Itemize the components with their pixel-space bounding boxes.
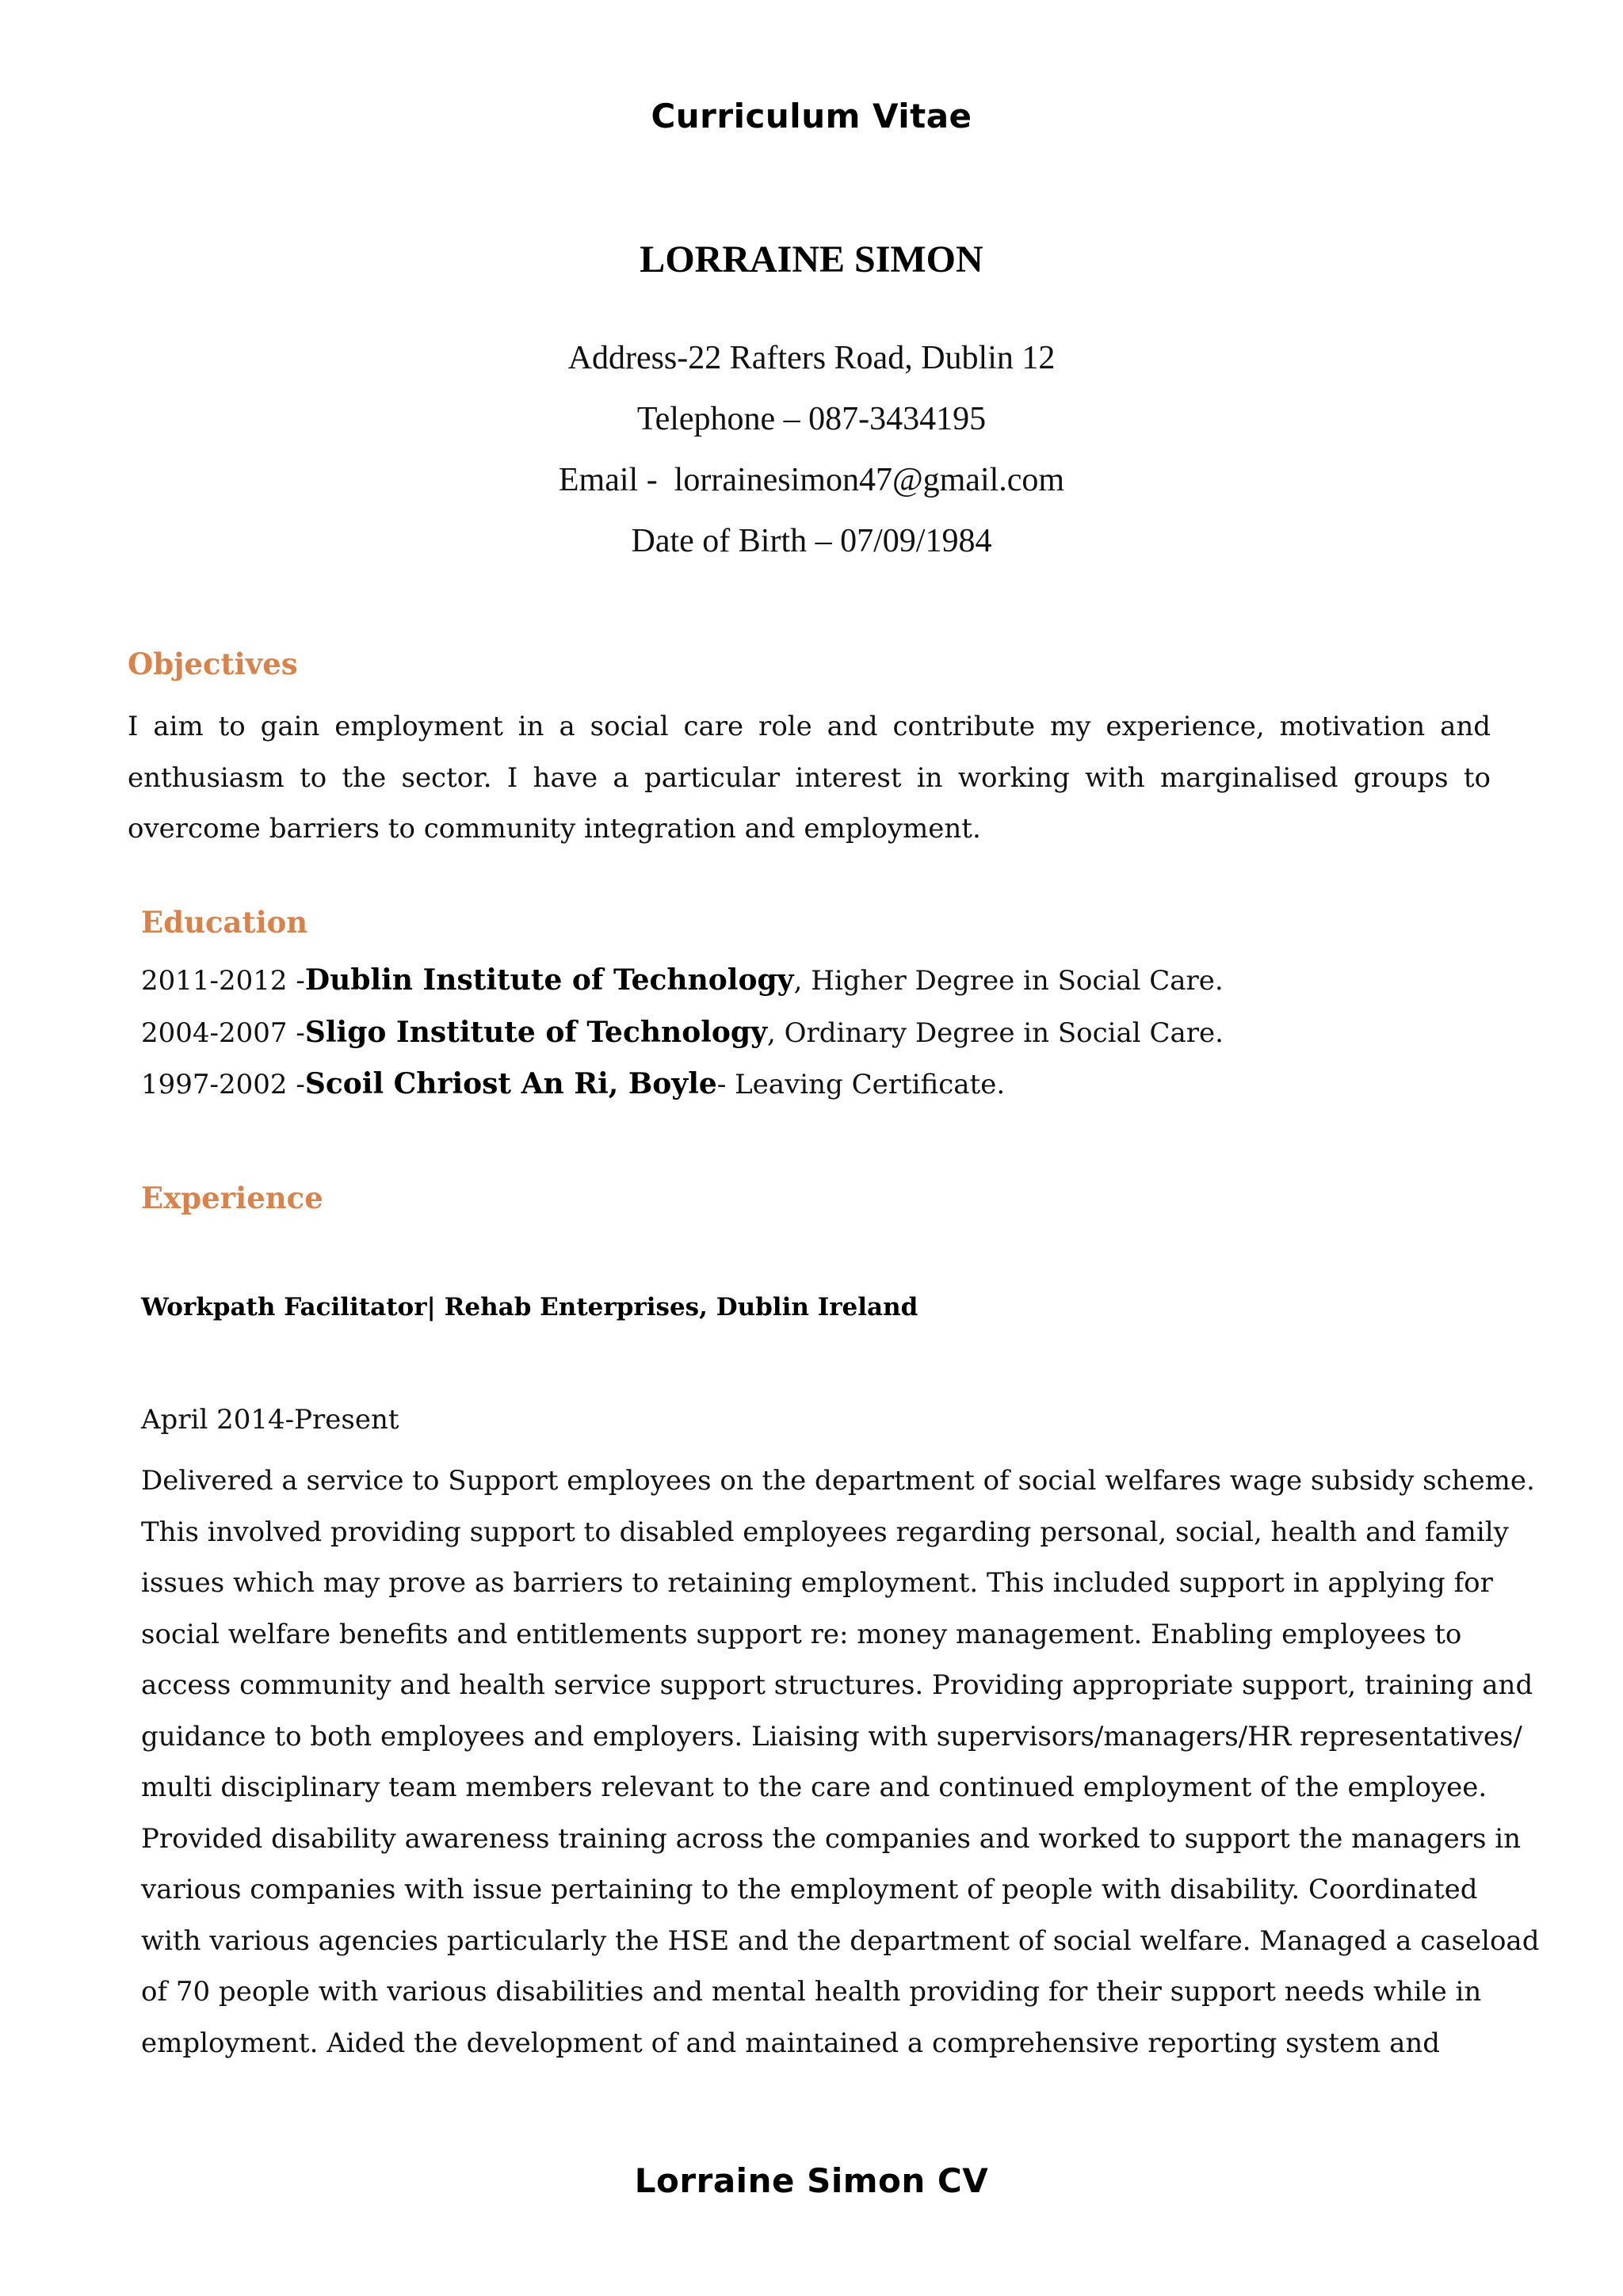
date-of-birth-line: Date of Birth – 07/09/1984	[631, 523, 992, 559]
telephone-line: Telephone – 087-3434195	[636, 401, 987, 437]
education-institution: Dublin Institute of Technology	[304, 963, 794, 997]
education-institution: Scoil Chriost An Ri, Boyle	[304, 1067, 717, 1100]
job-title: Workpath Facilitator| Rehab Enterprises, Dublin Ireland	[141, 1293, 918, 1322]
job-description-line: with various agencies particularly the HSE and the department of social welfare. Managed a caseload	[141, 1924, 1540, 1957]
footer-title: Lorraine Simon CV	[634, 2161, 989, 2200]
education-item	[141, 955, 1504, 1007]
education-institution: Sligo Institute of Technology	[304, 1015, 768, 1049]
job-description-line: This involved providing support to disabled employees regarding personal, social, health and family	[141, 1516, 1509, 1548]
objectives-text: I aim to gain employment in a social care role and contribute my experience, motivation and enthusiasm to the sector. I have a particular interest in working with marginalised groups to overcome barriers to community integration and employment.	[128, 711, 1491, 845]
email-line: Email - lorrainesimon47@gmail.com	[558, 462, 1065, 498]
education-detail: , Ordinary Degree in Social Care.	[767, 1016, 1224, 1049]
objectives-heading: Objectives	[128, 646, 298, 681]
job-description-line: issues which may prove as barriers to retaining employment. This included support in applying for	[141, 1567, 1493, 1599]
candidate-name: LORRAINE SIMON	[640, 238, 983, 280]
education-list	[141, 955, 1504, 1111]
document-title: Curriculum Vitae	[651, 97, 972, 135]
job-dates: April 2014-Present	[141, 1404, 399, 1436]
job-description	[141, 1455, 1540, 2069]
education-years: 2011-2012 -	[141, 965, 305, 997]
education-years: 2004-2007 -	[141, 1016, 305, 1049]
education-item	[141, 1058, 1504, 1111]
job-description-line: multi disciplinary team members relevant to the care and continued employment of the employee.	[141, 1772, 1487, 1803]
job-description-line: social welfare benefits and entitlements support re: money management. Enabling employees to	[141, 1618, 1462, 1650]
job-description-line: of 70 people with various disabilities and mental health providing for their support needs while in	[141, 1976, 1482, 2008]
experience-heading: Experience	[141, 1180, 323, 1215]
job-description-line: guidance to both employees and employers. Liaising with supervisors/managers/HR representatives/	[141, 1720, 1522, 1753]
education-item	[141, 1007, 1504, 1059]
education-heading: Education	[141, 905, 308, 940]
job-description-line: access community and health service support structures. Providing appropriate support, training and	[141, 1669, 1533, 1701]
job-description-line: various companies with issue pertaining to the employment of people with disability. Coordinated	[141, 1874, 1478, 1905]
education-detail: , Higher Degree in Social Care.	[793, 965, 1224, 997]
address-line: Address-22 Rafters Road, Dublin 12	[567, 340, 1056, 376]
job-description-line: employment. Aided the development of and maintained a comprehensive reporting system and	[141, 2027, 1441, 2059]
job-description-line: Provided disability awareness training across the companies and worked to support the managers in	[141, 1822, 1521, 1855]
education-detail: - Leaving Certificate.	[716, 1069, 1006, 1100]
education-years: 1997-2002 -	[141, 1069, 305, 1100]
job-description-line: Delivered a service to Support employees on the department of social welfares wage subsidy scheme.	[141, 1465, 1535, 1497]
